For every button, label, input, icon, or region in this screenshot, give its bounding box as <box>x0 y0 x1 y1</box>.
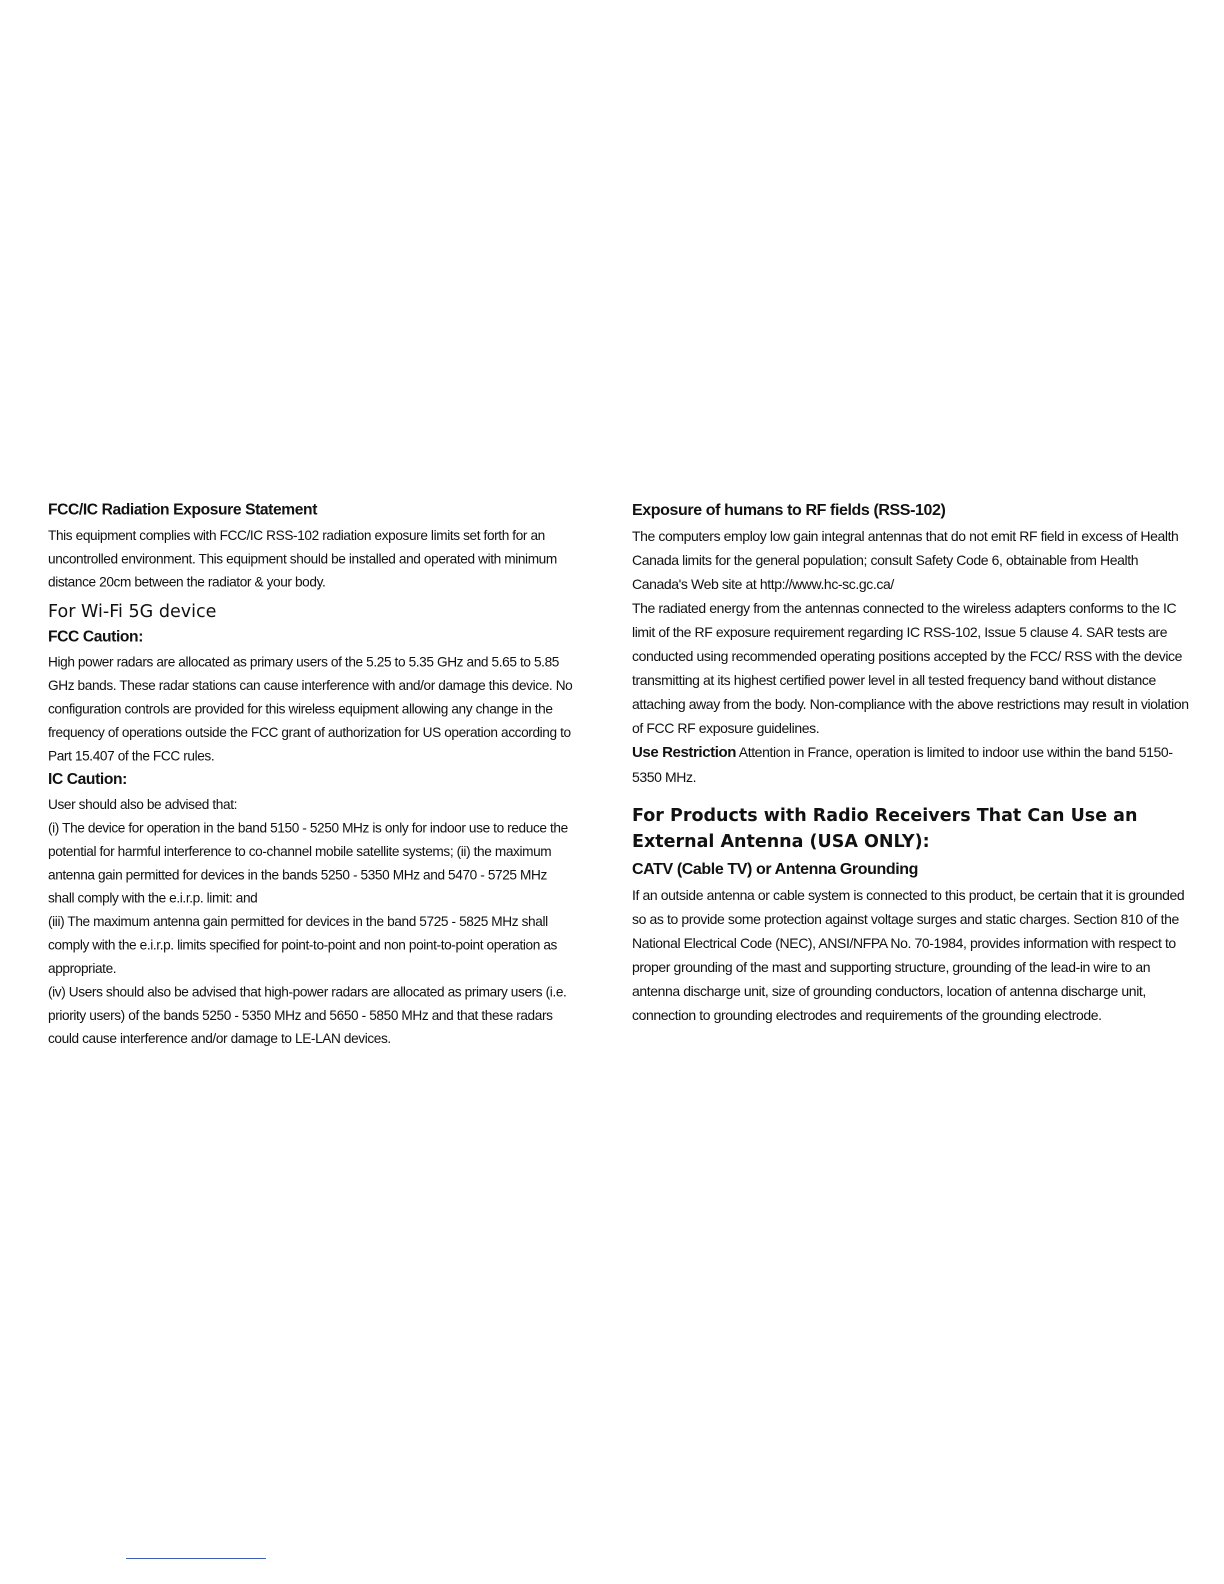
fcc-caution-body: High power radars are allocated as primary users of the 5.25 to 5.35 GHz and 5.65 to 5.85 GHz bands. These radar stations can cause interference with and/or damage this device. No configuration controls are provided for this wireless equipment allowing any change in the frequency of operations outside the FCC grant of authorization for US operation according to Part 15.407 of the FCC rules. <box>48 654 573 764</box>
ic-caution-intro: User should also be advised that: <box>48 796 238 813</box>
ic-caution-item-iii: (iii) The maximum antenna gain permitted for devices in the band 5725 - 5825 MHz shall comply with the e.i.r.p. limits specified for point-to-point and non point-to-point operation as appropriate. <box>48 913 557 976</box>
fcc-caution-heading: FCC Caution: <box>48 628 143 646</box>
use-restriction-label: Use Restriction <box>632 744 737 761</box>
wifi-5g-heading: For Wi-Fi 5G device <box>48 601 217 622</box>
fcc-ic-radiation-heading: FCC/IC Radiation Exposure Statement <box>48 501 318 519</box>
external-antenna-heading: For Products with Radio Receivers That Can Use an External Antenna (USA ONLY): <box>632 806 1138 852</box>
left-column <box>48 498 575 1050</box>
fcc-ic-radiation-body: This equipment complies with FCC/IC RSS-102 radiation exposure limits set forth for an uncontrolled environment. This equipment should be installed and operated with minimum distance 20cm between the radiator & your body. <box>48 527 557 590</box>
right-column <box>632 498 1192 1027</box>
catv-grounding-heading: CATV (Cable TV) or Antenna Grounding <box>632 861 919 878</box>
rf-exposure-heading: Exposure of humans to RF fields (RSS-102) <box>632 502 946 519</box>
footer-rule <box>126 1558 266 1559</box>
rf-exposure-body-1: The computers employ low gain integral antennas that do not emit RF field in excess of Health Canada limits for the general population; consult Safety Code 6, obtainable from Health Canada's Web site at http://www.hc-sc.gc.ca/ <box>632 528 1179 592</box>
ic-caution-item-iv: (iv) Users should also be advised that high-power radars are allocated as primary users (i.e. priority users) of the bands 5250 - 5350 MHz and 5650 - 5850 MHz and that these radars could cause interference and/or damage to LE-LAN devices. <box>48 983 567 1047</box>
use-restriction-paragraph <box>632 740 1192 789</box>
use-restriction-body: Attention in France, operation is limited to indoor use within the band 5150-5350 MHz. <box>632 744 1173 785</box>
catv-grounding-body: If an outside antenna or cable system is connected to this product, be certain that it is grounded so as to provide some protection against voltage surges and static charges. Section 810 of the National Electrical Code (NEC), ANSI/NFPA No. 70-1984, provides information with respect to proper grounding of the mast and supporting structure, grounding of the lead-in wire to an antenna discharge unit, size of grounding conductors, location of antenna discharge unit, connection to grounding electrodes and requirements of the grounding electrode. <box>632 887 1185 1023</box>
ic-caution-item-i-ii: (i) The device for operation in the band 5150 - 5250 MHz is only for indoor use to reduce the potential for harmful interference to co-channel mobile satellite systems; (ii) the maximum antenna gain permitted for devices in the bands 5250 - 5350 MHz and 5470 - 5725 MHz shall comply with the e.i.r.p. limit: and <box>48 819 568 906</box>
ic-caution-heading: IC Caution: <box>48 771 127 788</box>
rf-exposure-body-2: The radiated energy from the antennas connected to the wireless adapters conforms to the IC limit of the RF exposure requirement regarding IC RSS-102, Issue 5 clause 4. SAR tests are conducted using recommended operating positions accepted by the FCC/ RSS with the device transmitting at its highest certified power level in all tested frequency band without distance attaching away from the body. Non-compliance with the above restrictions may result in violation of FCC RF exposure guidelines. <box>632 600 1189 736</box>
